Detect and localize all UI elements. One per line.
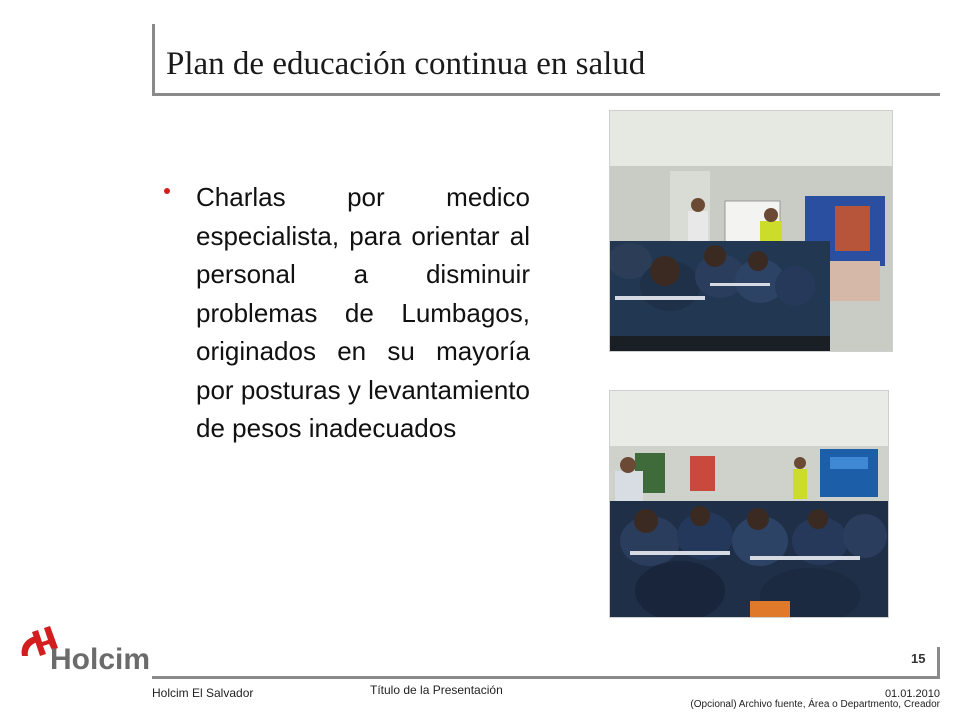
training-photo-2 — [609, 390, 889, 618]
footer-horizontal-line — [152, 676, 940, 679]
title-frame-horizontal-line — [152, 93, 940, 96]
footer-company-name: Holcim El Salvador — [152, 686, 254, 700]
bullet-marker-icon — [164, 188, 170, 194]
bullet-list — [160, 178, 530, 448]
bullet-item-text: Charlas por medico especialista, para orientar al personal a disminuir problemas de Lumbagos, originados en su mayoría por posturas y levantamiento de pesos inadecuados — [196, 182, 530, 443]
page-number: 15 — [911, 651, 926, 666]
footer-date: 01.01.2010 — [884, 688, 940, 700]
footer-presentation-title: Título de la Presentación — [370, 683, 503, 697]
slide-title: Plan de educación continua en salud — [166, 46, 646, 82]
training-photo-1 — [609, 110, 893, 352]
footer-source-note: (Opcional) Archivo fuente, Área o Departmento, Creador — [690, 699, 940, 710]
title-frame-vertical-line — [152, 24, 155, 96]
holcim-logo-text: Holcim — [50, 643, 151, 676]
footer-vertical-line — [937, 647, 940, 679]
